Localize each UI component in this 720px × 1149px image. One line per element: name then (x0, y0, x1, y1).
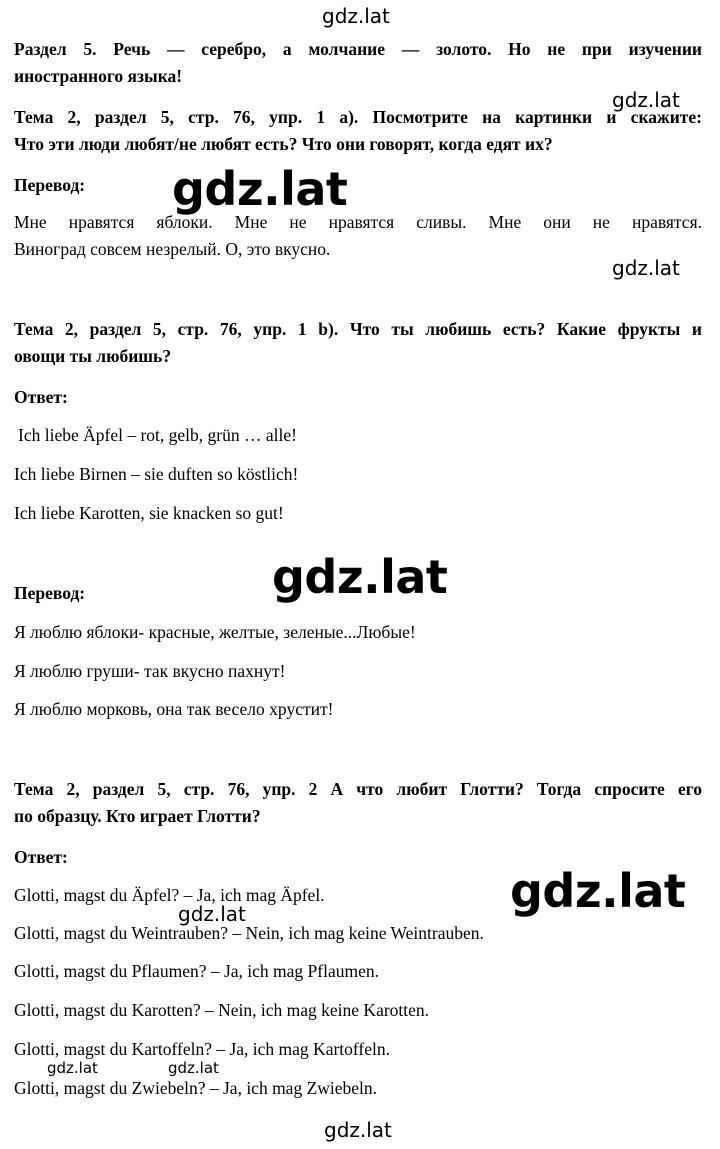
task2-answer-line-5: Glotti, magst du Kartoffeln? – Ja, ich mag Kartoffeln. (14, 1039, 390, 1059)
task1b-title-line-2: овощи ты любишь? (14, 346, 172, 366)
task2-answer-label: Ответ: (14, 847, 68, 867)
task1a-translation-line-1: Мне нравятся яблоки. Мне не нравятся сливы. Мне они не нравятся. (14, 212, 702, 232)
task1a-title-line-2: Что эти люди любят/не любят есть? Что они говорят, когда едят их? (14, 134, 553, 154)
task2-answer-line-1: Glotti, magst du Äpfel? – Ja, ich mag Äpfel. (14, 885, 325, 905)
watermark: gdz.lat (178, 902, 246, 926)
task1b-answer-line-3: Ich liebe Karotten, sie knacken so gut! (14, 503, 284, 523)
task1b-answer-line-2: Ich liebe Birnen – sie duften so köstlich! (14, 464, 299, 484)
task2-title-line-1: Тема 2, раздел 5, стр. 76, упр. 2 А что любит Глотти? Тогда спросите его (14, 779, 702, 799)
task1b-translation-line-2: Я люблю груши- так вкусно пахнут! (14, 661, 286, 681)
task2-answer-line-6: Glotti, magst du Zwiebeln? – Ja, ich mag Zwiebeln. (14, 1078, 378, 1098)
watermark: gdz.lat (322, 4, 390, 28)
task1b-translation-label: Перевод: (14, 583, 86, 603)
task1b-answer-label: Ответ: (14, 387, 68, 407)
task2-answer-line-4: Glotti, magst du Karotten? – Nein, ich mag keine Karotten. (14, 1000, 430, 1020)
watermark: gdz.lat (324, 1118, 392, 1142)
section-title-line-2: иностранного языка! (14, 66, 183, 86)
watermark: gdz.lat (172, 162, 348, 216)
watermark: gdz.lat (168, 1059, 219, 1077)
task1a-translation-line-2: Виноград совсем незрелый. О, это вкусно. (14, 239, 331, 259)
task1b-translation-line-3: Я люблю морковь, она так весело хрустит! (14, 699, 334, 719)
task2-answer-line-3: Glotti, magst du Pflaumen? – Ja, ich mag Pflaumen. (14, 961, 380, 981)
watermark: gdz.lat (47, 1059, 98, 1077)
task1a-translation-label: Перевод: (14, 175, 86, 195)
section-title-line-1: Раздел 5. Речь — серебро, а молчание — золото. Но не при изучении (14, 39, 702, 59)
watermark: gdz.lat (272, 550, 448, 604)
watermark: gdz.lat (510, 864, 686, 918)
task2-title-line-2: по образцу. Кто играет Глотти? (14, 806, 261, 826)
task1b-answer-line-1: Ich liebe Äpfel – rot, gelb, grün … alle! (18, 425, 297, 445)
task2-answer-line-2: Glotti, magst du Weintrauben? – Nein, ich mag keine Weintrauben. (14, 923, 484, 943)
task1b-title-line-1: Тема 2, раздел 5, стр. 76, упр. 1 b). Что ты любишь есть? Какие фрукты и (14, 319, 702, 339)
watermark: gdz.lat (612, 256, 680, 280)
task1b-translation-line-1: Я люблю яблоки- красные, желтые, зеленые...Любые! (14, 622, 416, 642)
task1a-title-line-1: Тема 2, раздел 5, стр. 76, упр. 1 а). Посмотрите на картинки и скажите: (14, 107, 702, 127)
watermark: gdz.lat (612, 88, 680, 112)
